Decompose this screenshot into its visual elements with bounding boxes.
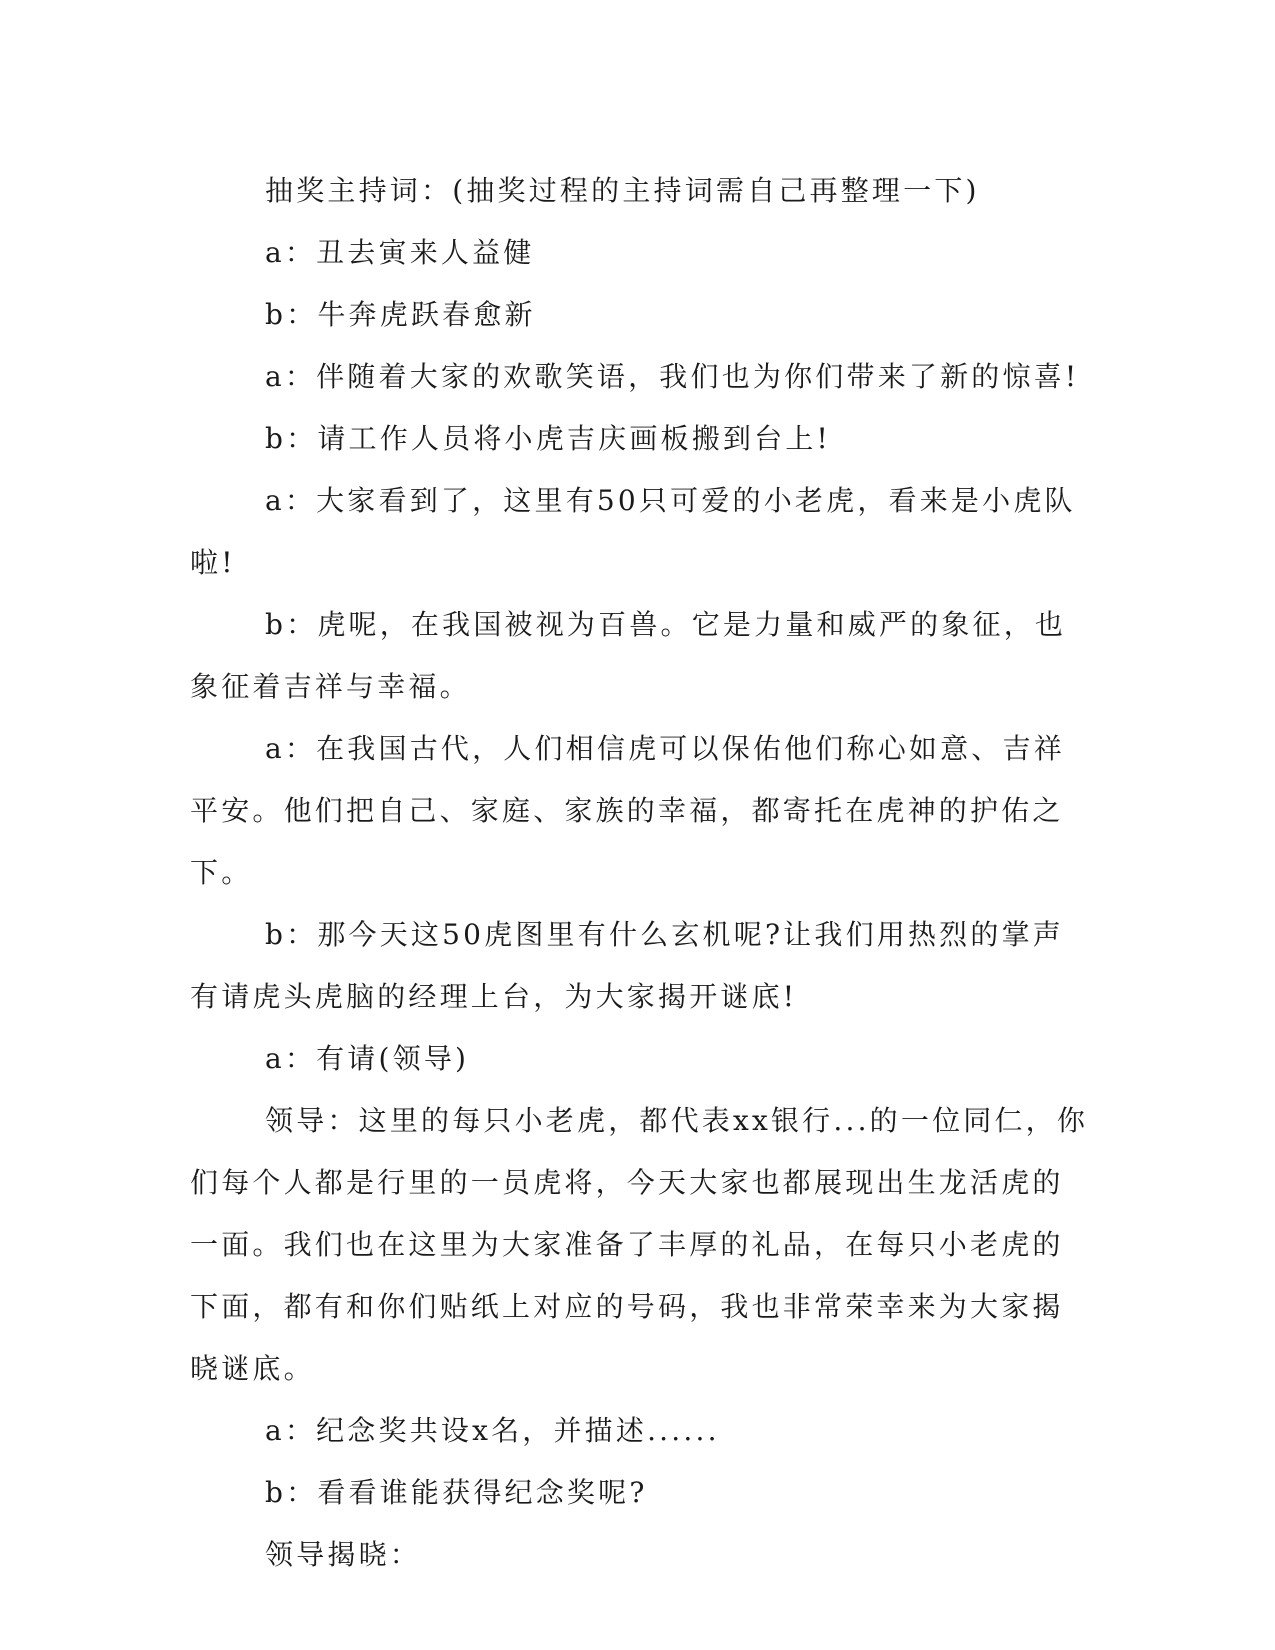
paragraph-title: 抽奖主持词：(抽奖过程的主持词需自己再整理一下) xyxy=(265,174,980,207)
paragraph: b：牛奔虎跃春愈新 xyxy=(265,298,536,331)
paragraph: a：有请(领导) xyxy=(265,1042,470,1075)
paragraph: a：伴随着大家的欢歌笑语，我们也为你们带来了新的惊喜! xyxy=(265,360,1080,393)
paragraph: a：大家看到了，这里有50只可爱的小老虎，看来是小虎队啦! xyxy=(190,484,1076,579)
paragraph: 领导：这里的每只小老虎，都代表xx银行...的一位同仁，你们每个人都是行里的一员虎将，今天大家也都展现出生龙活虎的一面。我们也在这里为大家准备了丰厚的礼品，在每只小老虎的下面，都有和你们贴纸上对应的号码，我也非常荣幸来为大家揭晓谜底。 xyxy=(190,1104,1089,1385)
paragraph: b：看看谁能获得纪念奖呢? xyxy=(265,1476,648,1509)
paragraph: b：虎呢，在我国被视为百兽。它是力量和威严的象征，也象征着吉祥与幸福。 xyxy=(190,608,1067,703)
paragraph: a：丑去寅来人益健 xyxy=(265,236,535,269)
paragraph: a：在我国古代，人们相信虎可以保佑他们称心如意、吉祥平安。他们把自己、家庭、家族的幸福，都寄托在虎神的护佑之下。 xyxy=(190,732,1065,889)
paragraph: a：纪念奖共设x名，并描述...... xyxy=(265,1414,720,1447)
paragraph: 领导揭晓： xyxy=(265,1538,422,1571)
paragraph: b：那今天这50虎图里有什么玄机呢?让我们用热烈的掌声有请虎头虎脑的经理上台，为大家揭开谜底! xyxy=(190,918,1064,1013)
document-body xyxy=(190,160,1090,1586)
paragraph: b：请工作人员将小虎吉庆画板搬到台上! xyxy=(265,422,831,455)
